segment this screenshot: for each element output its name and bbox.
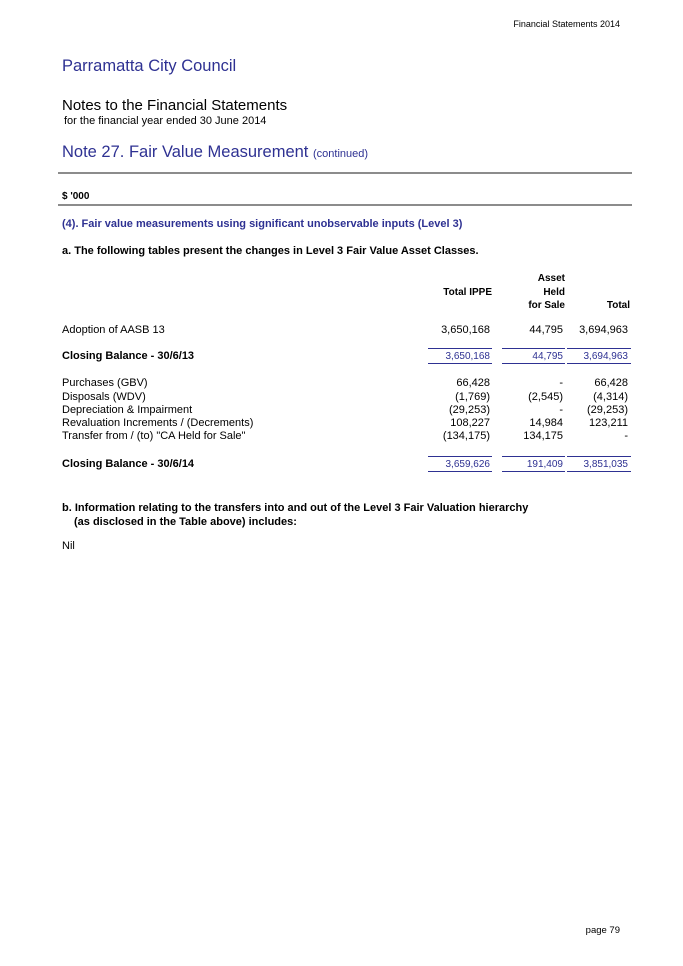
section-heading: (4). Fair value measurements using significant unobservable inputs (Level 3) bbox=[62, 218, 463, 230]
document-subtitle: for the financial year ended 30 June 2014 bbox=[64, 115, 267, 127]
table-row bbox=[62, 324, 632, 337]
table-row bbox=[62, 430, 632, 443]
cell-asset-held-for-sale: 134,175 bbox=[523, 430, 563, 442]
table-row bbox=[62, 377, 632, 390]
table-row bbox=[62, 391, 632, 404]
cell-total: (29,253) bbox=[587, 404, 628, 416]
cell-asset-held-for-sale: (2,545) bbox=[528, 391, 563, 403]
top-rule bbox=[58, 172, 632, 174]
row-label: Purchases (GBV) bbox=[62, 377, 148, 389]
subsection-a-heading: a. The following tables present the changes in Level 3 Fair Value Asset Classes. bbox=[62, 245, 479, 257]
table-row-closing-balance-2013 bbox=[62, 350, 632, 363]
cell-total: - bbox=[624, 430, 628, 442]
cell-total-ippe: 3,650,168 bbox=[441, 324, 490, 336]
subsection-b-heading bbox=[62, 501, 528, 529]
organisation-name: Parramatta City Council bbox=[62, 57, 237, 75]
row-label: Closing Balance - 30/6/14 bbox=[62, 458, 195, 470]
cell-asset-held-for-sale: 44,795 bbox=[529, 324, 563, 336]
cell-total: (4,314) bbox=[593, 391, 628, 403]
cell-asset-held-for-sale: 14,984 bbox=[529, 417, 563, 429]
table-row-closing-balance-2014 bbox=[62, 458, 632, 471]
cell-total: 66,428 bbox=[594, 377, 628, 389]
cell-total: 123,211 bbox=[589, 417, 628, 429]
column-header-line: Held bbox=[543, 286, 565, 298]
cell-asset-held-for-sale: - bbox=[559, 404, 563, 416]
column-header-line: Asset bbox=[537, 273, 565, 284]
units-rule bbox=[58, 204, 632, 206]
subsection-b-line: (as disclosed in the Table above) includes: bbox=[74, 516, 297, 528]
note-title bbox=[62, 143, 368, 162]
column-header-total: Total bbox=[606, 300, 630, 311]
table-row bbox=[62, 417, 632, 430]
cell-total-ippe: 108,227 bbox=[450, 417, 490, 429]
cell-total: 3,694,963 bbox=[583, 351, 628, 362]
column-header-asset-held-for-sale bbox=[528, 272, 565, 313]
row-label: Revaluation Increments / (Decrements) bbox=[62, 417, 254, 429]
cell-total-ippe: (1,769) bbox=[455, 391, 490, 403]
cell-asset-held-for-sale: - bbox=[559, 377, 563, 389]
subsection-b-line: b. Information relating to the transfers into and out of the Level 3 Fair Valuation hierarchy bbox=[62, 502, 529, 514]
cell-total-ippe: 66,428 bbox=[456, 377, 490, 389]
cell-total-ippe: (29,253) bbox=[449, 404, 490, 416]
page-number: page 79 bbox=[585, 925, 620, 936]
column-header-total-ippe: Total IPPE bbox=[443, 287, 492, 298]
row-label: Transfer from / (to) "CA Held for Sale" bbox=[62, 430, 246, 442]
cell-total: 3,694,963 bbox=[579, 324, 628, 336]
note-title-suffix: (continued) bbox=[313, 148, 369, 160]
row-label: Closing Balance - 30/6/13 bbox=[62, 350, 195, 362]
cell-total-ippe: (134,175) bbox=[442, 430, 490, 442]
cell-total-ippe: 3,659,626 bbox=[445, 459, 490, 470]
document-title: Notes to the Financial Statements bbox=[62, 97, 288, 114]
column-header-line: for Sale bbox=[528, 300, 565, 311]
cell-asset-held-for-sale: 44,795 bbox=[532, 351, 563, 362]
cell-asset-held-for-sale: 191,409 bbox=[526, 459, 563, 470]
row-label: Disposals (WDV) bbox=[62, 391, 146, 403]
row-label: Depreciation & Impairment bbox=[62, 404, 193, 416]
running-header: Financial Statements 2014 bbox=[513, 19, 620, 29]
row-label: Adoption of AASB 13 bbox=[62, 324, 165, 336]
note-title-text: Note 27. Fair Value Measurement bbox=[62, 143, 309, 161]
cell-total-ippe: 3,650,168 bbox=[445, 351, 490, 362]
nil-text: Nil bbox=[62, 540, 75, 552]
units-label: $ '000 bbox=[62, 191, 90, 202]
table-row bbox=[62, 404, 632, 417]
cell-total: 3,851,035 bbox=[583, 459, 628, 470]
